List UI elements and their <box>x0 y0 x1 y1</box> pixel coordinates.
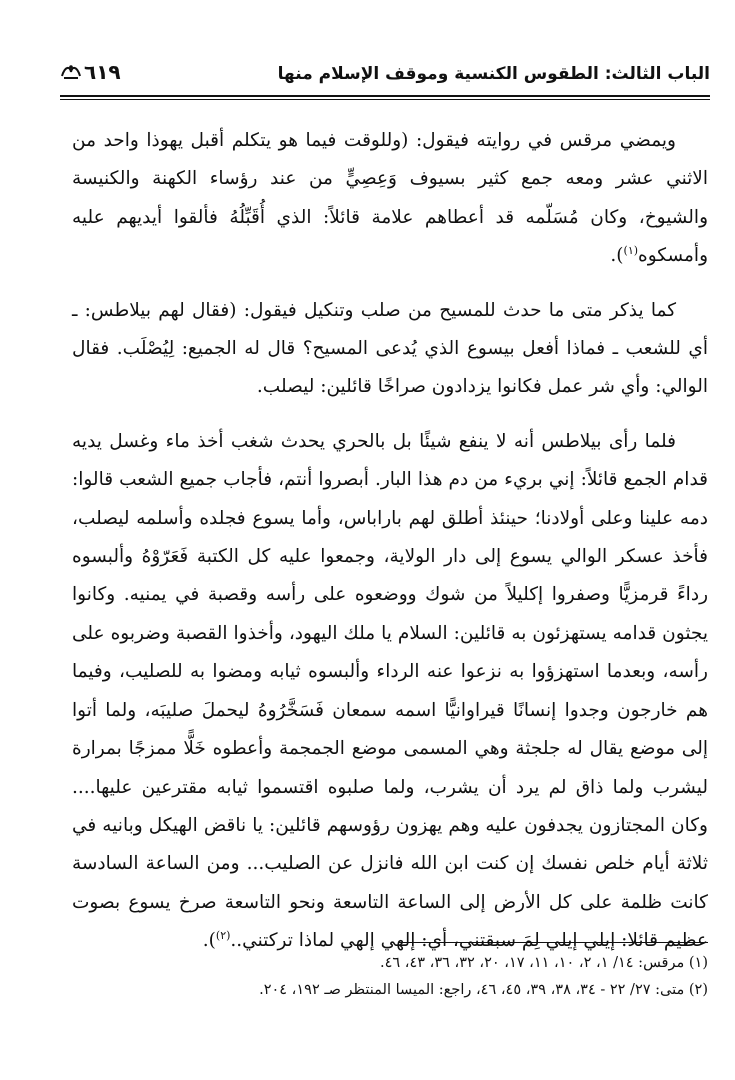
paragraph <box>72 122 708 276</box>
paragraph <box>72 292 708 407</box>
paragraph-text: ويمضي مرقس في روايته فيقول: (وللوقت فيما هو يتكلم أقبل يهوذا واحد من الاثني عشر ومعه جمع كثير بسيوف وَعِصِيٍّ من عند رؤساء الكهنة والكنيسة والشيوخ، وكان مُسَلّمه قد أعطاهم علامة قائلاً: الذي أُقَبِّلُهُ فألقوا أيديهم عليه وأمسكوه <box>72 130 708 267</box>
chapter-title: الباب الثالث: الطقوس الكنسية وموقف الإسلام منها <box>277 64 710 84</box>
ornament-icon <box>60 62 82 82</box>
page-number: ٦١٩ <box>84 60 121 84</box>
paragraph <box>72 423 708 961</box>
running-header <box>60 58 710 98</box>
footnote: (٢) متى: ٢٧/ ٢٢ - ٣٤، ٣٨، ٣٩، ٤٥، ٤٦، راجع: الميسا المنتظر صـ ١٩٢، ٢٠٤. <box>259 982 708 998</box>
footnote-ref: (٢) <box>215 928 231 942</box>
paragraph-text: كما يذكر متى ما حدث للمسيح من صلب وتنكيل فيقول: (فقال لهم بيلاطس: ـ أي للشعب ـ فماذا أفعل بيسوع الذي يُدعى المسيح؟ قال له الجميع: لِيُصْلَب. فقال الوالي: وأي شر عمل فكانوا يزدادون صراخًا قائلين: ليصلب. <box>72 299 708 398</box>
footnote-ref: (١) <box>623 244 639 258</box>
header-divider <box>60 95 710 97</box>
footnotes <box>72 950 708 1004</box>
paragraph-tail: ). <box>202 930 216 952</box>
page-number-block <box>60 60 121 84</box>
footnote: (١) مرقس: ١٤/ ١، ٢، ١٠، ١١، ١٧، ٢٠، ٣٢، ٣٦، ٤٣، ٤٦. <box>380 955 708 971</box>
header-divider-thin <box>60 99 710 100</box>
paragraph-text: فلما رأى بيلاطس أنه لا ينفع شيئًا بل بالحري يحدث شغب أخذ ماء وغسل يديه قدام الجمع قائلاً: إني بريء من دم هذا البار. أبصروا أنتم، فأجاب جميع الشعب قالوا: دمه علينا وعلى أولادنا؛ حينئذ أطلق لهم باراباس، وأما يسوع فجلده وأسلمه ليصلب، فأخذ عسكر الوالي يسوع إلى دار الولاية، وجمعوا عليه كل الكتبة فَعَرّوْهُ وألبسوه رداءً قرمزيًّا وصفروا إكليلاً من شوك ووضعوه على رأسه وقصبة في يمنيه. وكانوا يجثون قدامه يستهزئون به قائلين: السلام يا ملك اليهود، وأخذوا القصبة وضربوه على رأسه، وبعدما استهزؤوا به نزعوا عنه الرداء وألبسوه ثيابه ومضوا به للصليب، وفيما هم خارجون وجدوا إنسانًا قيراوانيًّا اسمه سمعان فَسَخَّرُوهُ ليحملَ صليبَه، ولما أتوا إلى موضع يقال له جلجثة وهي المسمى موضع الجمجمة وأعطوه خَلًّا ممزجًا بمرارة ليشرب ولما ذاق لم يرد أن يشرب، ولما صلبوه اقتسموا ثيابه مقترعين عليها.... وكان المجتازون يجدفون عليه وهم يهزون رؤوسهم قائلين: يا ناقض الهيكل وبانيه في ثلاثة أيام خلص نفسك إن كنت ابن الله فانزل عن الصليب... ومن الساعة السادسة كانت ظلمة على كل الأرض إلى الساعة التاسعة ونحو التاسعة صرخ يسوع بصوت عظيم قائلا: إيلي إيلي لِمَ سبقتني، أي: إلهي إلهي لماذا تركتني.. <box>72 430 708 952</box>
footnote-divider <box>398 942 708 943</box>
paragraph-tail: ). <box>610 245 624 267</box>
main-text <box>72 122 708 977</box>
